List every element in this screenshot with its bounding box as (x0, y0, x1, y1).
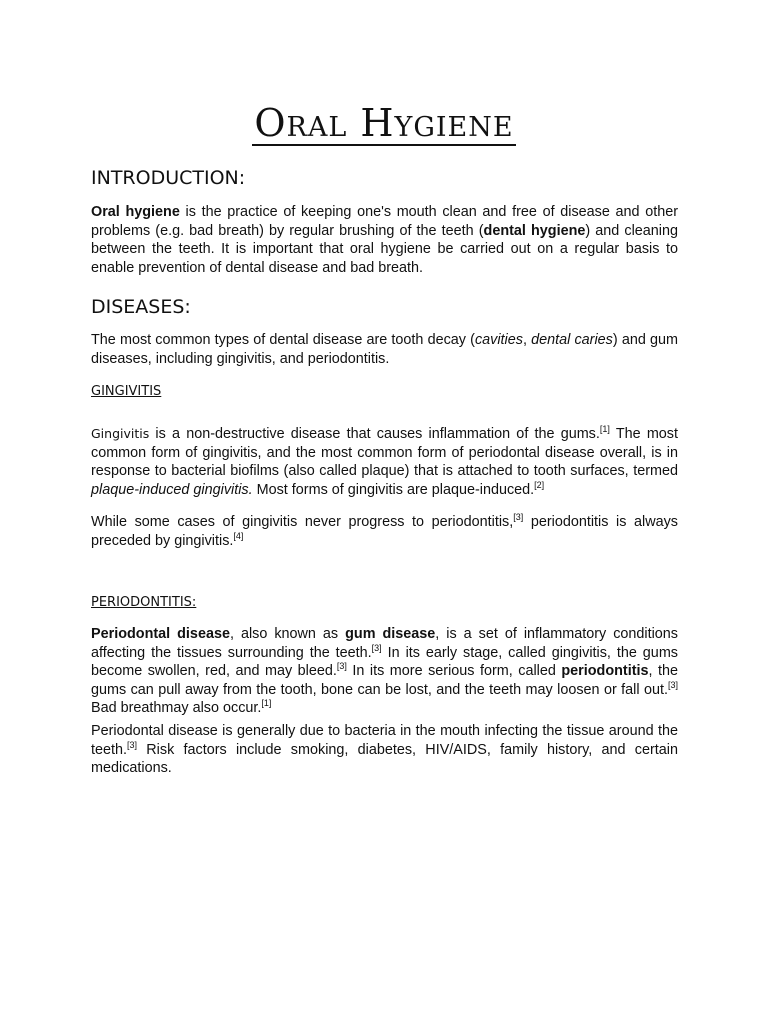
text-run: periodontitis is always preceded by gingivitis. (91, 514, 678, 549)
citation: [1] (599, 424, 610, 435)
bold-term: dental hygiene (483, 222, 586, 239)
text-run: The most common types of dental disease are tooth decay ( (91, 332, 475, 348)
bold-term: Periodontal disease (91, 626, 230, 642)
bold-term: periodontitis (561, 663, 649, 680)
gingivitis-heading: GINGIVITIS (91, 384, 162, 399)
text-run: is a non-destructive disease that causes inflammation of the gums. (149, 426, 600, 442)
italic-term: plaque-induced gingivitis. (91, 481, 253, 498)
text-run: The most common form of gingivitis, and the most common form of periodontal disease overall, is in response to bacterial biofilms (also called plaque) that is attached to tooth surfaces, termed (91, 426, 679, 480)
citation: [3] (127, 739, 138, 750)
document-title (0, 100, 768, 146)
text-run: Periodontal disease is generally due to bacteria in the mouth infecting the tissue around the teeth. (91, 723, 678, 758)
citation: [3] (336, 661, 347, 672)
periodontitis-paragraph-1 (91, 625, 678, 718)
bold-term: Oral hygiene (91, 204, 180, 220)
text-run: , (522, 332, 532, 348)
text-run: Most forms of gingivitis are plaque-induced. (252, 481, 535, 498)
gingivitis-paragraph-1 (91, 425, 678, 499)
text-run: ) and gum diseases, including gingivitis, and periodontitis. (91, 332, 678, 367)
text-run: Bad breathmay also occur. (91, 700, 262, 717)
italic-term: cavities (474, 332, 523, 348)
introduction-heading: INTRODUCTION: (91, 167, 246, 189)
text-run: , also known as (229, 626, 346, 642)
italic-term: dental caries (531, 332, 613, 348)
text-run: In its more serious form, called (346, 663, 562, 680)
text-run: In its early stage, called gingivitis, the gums become swollen, red, and may bleed. (91, 644, 678, 680)
introduction-paragraph (91, 203, 678, 277)
citation: [1] (261, 698, 272, 709)
text-run: While some cases of gingivitis never progress to periodontitis, (91, 514, 514, 530)
gingivitis-paragraph-2 (91, 513, 678, 550)
text-run: is the practice of keeping one's mouth clean and free of disease and other problems (e.g. bad breath) by regular brushing of the teeth ( (91, 204, 678, 239)
text-run: Risk factors include smoking, diabetes, HIV/AIDS, family history, and certain medications. (91, 741, 678, 777)
text-run: , the gums can pull away from the tooth, bone can be lost, and the teeth may loosen or fall out. (91, 663, 678, 698)
bold-term: gum disease (345, 626, 436, 642)
diseases-paragraph (91, 331, 678, 368)
citation: [2] (534, 479, 545, 490)
text-run: , is a set of inflammatory conditions affecting the tissues surrounding the teeth. (91, 626, 678, 661)
periodontitis-paragraph-2 (91, 722, 678, 778)
citation: [3] (371, 642, 382, 653)
citation: [4] (233, 530, 244, 541)
citation: [3] (513, 512, 524, 523)
document-title-text: Oral Hygiene (254, 101, 514, 145)
diseases-heading: DISEASES: (91, 296, 191, 318)
periodontitis-heading: PERIODONTITIS: (91, 595, 197, 610)
text-run: ) and cleaning between the teeth. It is important that oral hygiene be carried out on a regular basis to enable prevention of dental disease and bad breath. (91, 222, 678, 276)
gingivitis-lead-term: Gingivitis (91, 426, 150, 441)
citation: [3] (667, 679, 678, 690)
